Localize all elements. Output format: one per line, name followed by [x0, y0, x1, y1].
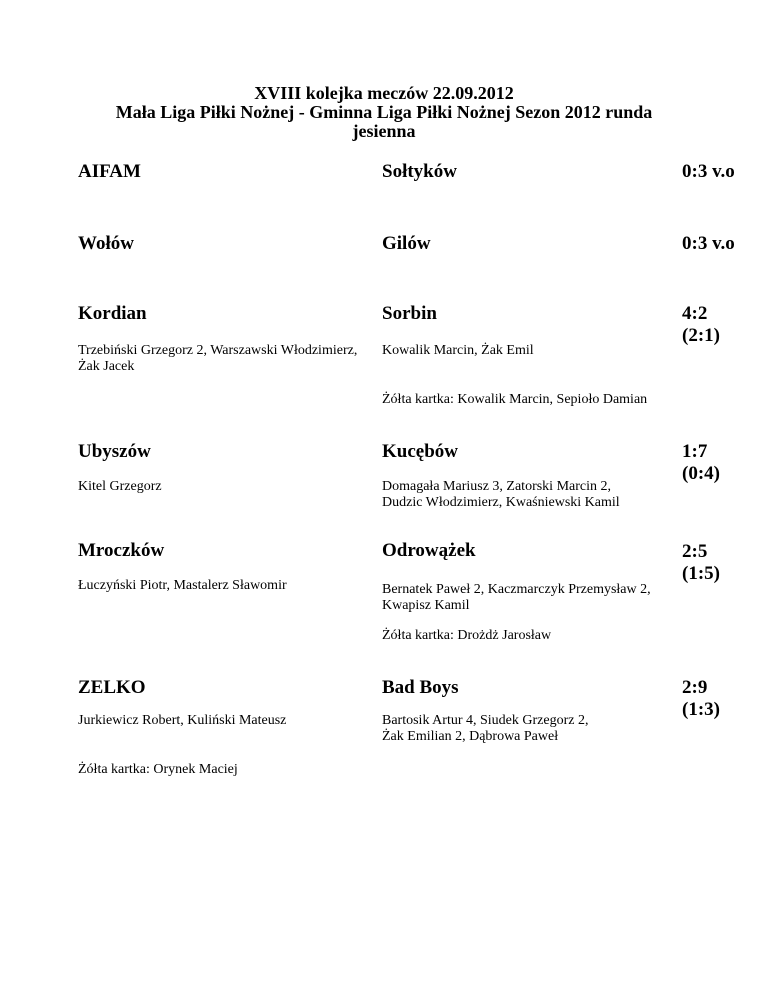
title-line-3: jesienna — [352, 121, 416, 141]
home-scorers-line-1: Trzebiński Grzegorz 2, Warszawski Włodzimierz, — [78, 343, 358, 358]
home-team: Kordian — [78, 303, 147, 324]
away-team: Bad Boys — [382, 677, 459, 698]
match-score: 0:3 v.o — [682, 233, 735, 254]
away-team: Odrowążek — [382, 540, 476, 561]
home-team: Ubyszów — [78, 441, 151, 462]
yellow-cards: Żółta kartka: Drożdż Jarosław — [382, 628, 552, 643]
title-line-2: Mała Liga Piłki Nożnej - Gminna Liga Piłki Nożnej Sezon 2012 runda — [115, 102, 653, 122]
match-score: 1:7 — [682, 441, 708, 462]
halftime-score: (1:3) — [682, 699, 720, 720]
away-team: Sorbin — [382, 303, 437, 324]
home-scorers-line-1: Jurkiewicz Robert, Kuliński Mateusz — [78, 713, 287, 728]
away-team: Sołtyków — [382, 161, 457, 182]
away-team: Gilów — [382, 233, 431, 254]
match-score: 0:3 v.o — [682, 161, 735, 182]
match-score: 2:9 — [682, 677, 708, 698]
match-score: 4:2 — [682, 303, 708, 324]
halftime-score: (1:5) — [682, 563, 720, 584]
page-title — [0, 84, 768, 141]
match-score: 2:5 — [682, 541, 708, 562]
away-scorers-line-1: Bernatek Paweł 2, Kaczmarczyk Przemysław 2, — [382, 582, 651, 597]
home-scorers-line-1: Łuczyński Piotr, Mastalerz Sławomir — [78, 578, 287, 593]
home-team: ZELKO — [78, 677, 146, 698]
away-scorers-line-2: Dudzic Włodzimierz, Kwaśniewski Kamil — [382, 495, 620, 510]
home-team: Wołów — [78, 233, 134, 254]
home-scorers-line-1: Kitel Grzegorz — [78, 479, 162, 494]
home-scorers-line-2: Żak Jacek — [78, 359, 135, 374]
yellow-cards: Żółta kartka: Orynek Maciej — [78, 762, 238, 777]
away-team: Kucębów — [382, 441, 458, 462]
halftime-score: (0:4) — [682, 463, 720, 484]
home-team: AIFAM — [78, 161, 141, 182]
away-scorers-line-1: Bartosik Artur 4, Siudek Grzegorz 2, — [382, 713, 589, 728]
away-scorers-line-2: Żak Emilian 2, Dąbrowa Paweł — [382, 729, 559, 744]
away-scorers-line-2: Kwapisz Kamil — [382, 598, 470, 613]
yellow-cards: Żółta kartka: Kowalik Marcin, Sepioło Damian — [382, 392, 648, 407]
away-scorers-line-1: Kowalik Marcin, Żak Emil — [382, 343, 534, 358]
away-scorers-line-1: Domagała Mariusz 3, Zatorski Marcin 2, — [382, 479, 611, 494]
halftime-score: (2:1) — [682, 325, 720, 346]
home-team: Mroczków — [78, 540, 165, 561]
title-line-1: XVIII kolejka meczów 22.09.2012 — [254, 83, 514, 103]
